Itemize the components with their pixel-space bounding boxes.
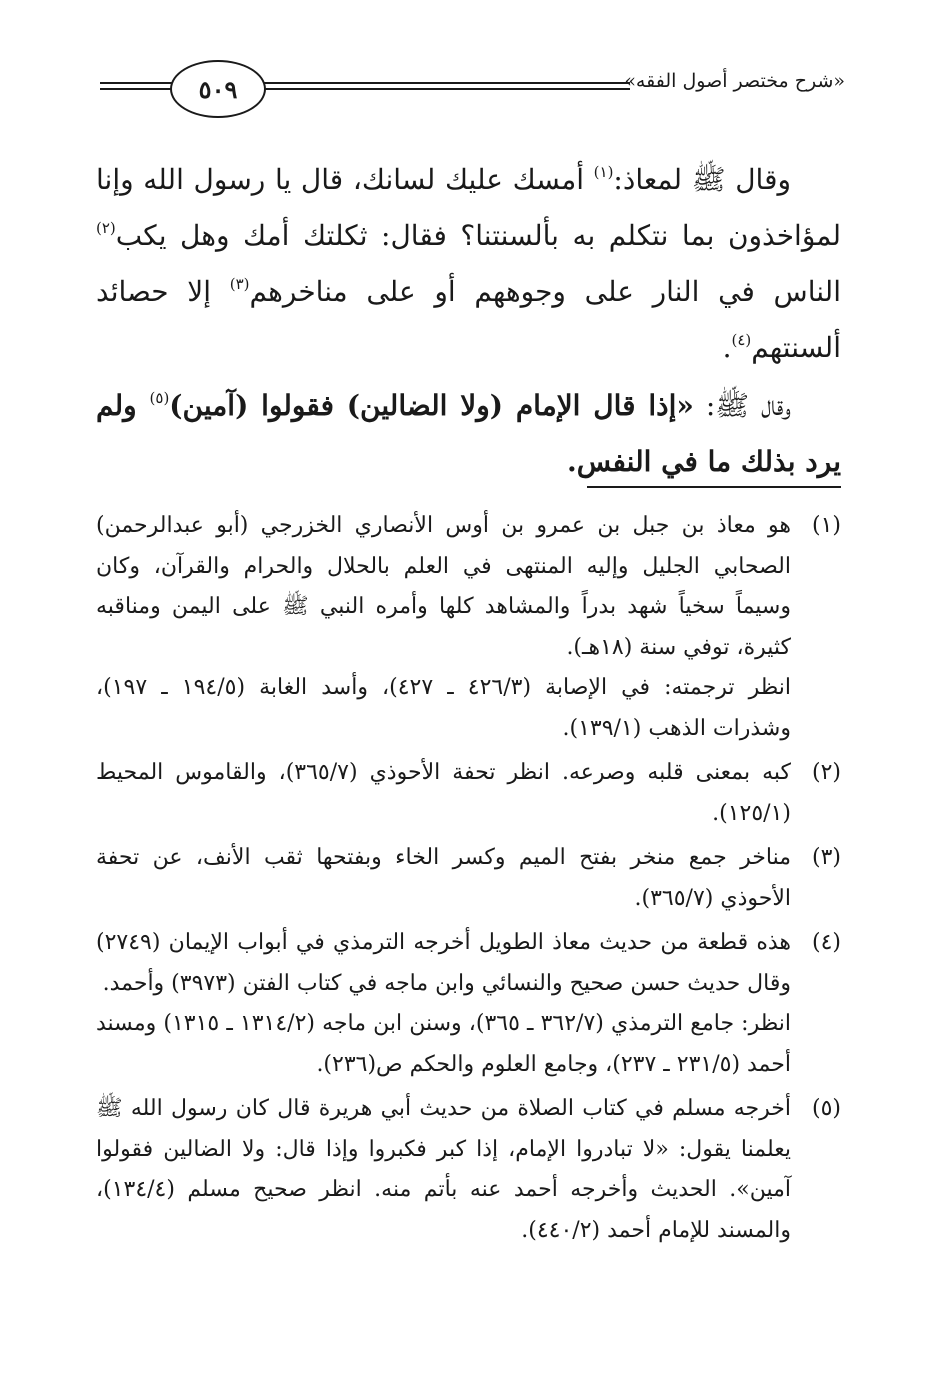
body-text: الناس في النار على وجوههم أو على مناخرهم [249, 275, 841, 308]
footnote-separator [587, 486, 841, 488]
footnote-text: مناخر جمع منخر بفتح الميم وكسر الخاء وبفتحها ثقب الأنف، عن تحفة الأحوذي (٣٦٥/٧). [96, 845, 791, 911]
footnote-2 [96, 753, 841, 834]
footnote-3 [96, 838, 841, 919]
footnote-ref: (٢) [96, 219, 116, 237]
footnote-text: انظر: جامع الترمذي (٣٦٢/٧ ـ ٣٦٥)، وسنن ابن ماجه (١٣١٤/٢ ـ ١٣١٥) ومسند أحمد (٢٣١/٥ ـ ٢٣٧)، وجامع العلوم والحكم ص(٢٣٦). [96, 1011, 791, 1077]
footnote-5 [96, 1089, 841, 1251]
running-header [100, 52, 845, 122]
page-number: ٥٠٩ [170, 60, 266, 118]
footnote-ref: (١) [593, 163, 614, 181]
body-paragraph [96, 378, 841, 490]
footnote-ref: (٥) [149, 389, 170, 407]
body-text: إلا حصائد ألسنتهم [96, 275, 841, 364]
footnote-number: (٤) [811, 930, 841, 955]
main-body [96, 152, 841, 490]
hadith-quote: «إذا قال الإمام (ولا الضالين) فقولوا (آمين) [169, 389, 694, 422]
body-text: وقال ﷺ: [693, 389, 791, 422]
footnote-number: (١) [811, 513, 841, 538]
book-title: «شرح مختصر أصول الفقه» [624, 70, 845, 92]
body-text: . [722, 331, 732, 364]
body-text: أمسك عليك لسانك، قال يا رسول الله وإنا لمؤاخذون بما نتكلم به بألسنتنا؟ فقال: ثكلتك أمك وهل يكب [96, 163, 842, 252]
footnote-ref: (٤) [731, 331, 752, 349]
footnote-4 [96, 923, 841, 1085]
footnote-text: كبه بمعنى قلبه وصرعه. انظر تحفة الأحوذي (٣٦٥/٧)، والقاموس المحيط (١٢٥/١). [96, 760, 791, 826]
footnotes [96, 506, 841, 1251]
body-text-bold: ولم يرد بذلك ما في النفس. [96, 389, 841, 478]
footnote-number: (٢) [811, 760, 841, 785]
body-paragraph [96, 152, 841, 376]
footnote-1 [96, 506, 841, 749]
body-text: وقال ﷺ لمعاذ: [613, 163, 791, 196]
footnote-text: أخرجه مسلم في كتاب الصلاة من حديث أبي هريرة قال كان رسول الله ﷺ يعلمنا يقول: «لا تبادروا الإمام، إذا كبر فكبروا وإذا قال: ولا الضالين فقولوا آمين». الحديث وأخرجه أحمد عنه بأتم منه. انظر صحيح مسلم (١٣٤/٤)، والمسند للإمام أحمد (٤٤٠/٢). [96, 1096, 791, 1243]
footnote-number: (٥) [811, 1096, 841, 1121]
footnote-ref: (٣) [229, 275, 250, 293]
footnote-number: (٣) [811, 845, 841, 870]
footnote-text: هذه قطعة من حديث معاذ الطويل أخرجه الترمذي في أبواب الإيمان (٢٧٤٩) وقال حديث حسن صحيح والنسائي وابن ماجه في كتاب الفتن (٣٩٧٣) وأحمد. [96, 930, 791, 996]
footnote-text: هو معاذ بن جبل بن عمرو بن أوس الأنصاري الخزرجي (أبو عبدالرحمن) الصحابي الجليل وإليه المنتهى في العلم بالحلال والحرام والقرآن، وكان وسيماً سخياً شهد بدراً والمشاهد كلها وأمره النبي ﷺ على اليمن ومناقبه كثيرة، توفي سنة (١٨هـ). [96, 513, 791, 660]
footnote-text: انظر ترجمته: في الإصابة (٤٢٦/٣ ـ ٤٢٧)، وأسد الغابة (١٩٤/٥ ـ ١٩٧)، وشذرات الذهب (١٣٩/١). [96, 675, 792, 741]
